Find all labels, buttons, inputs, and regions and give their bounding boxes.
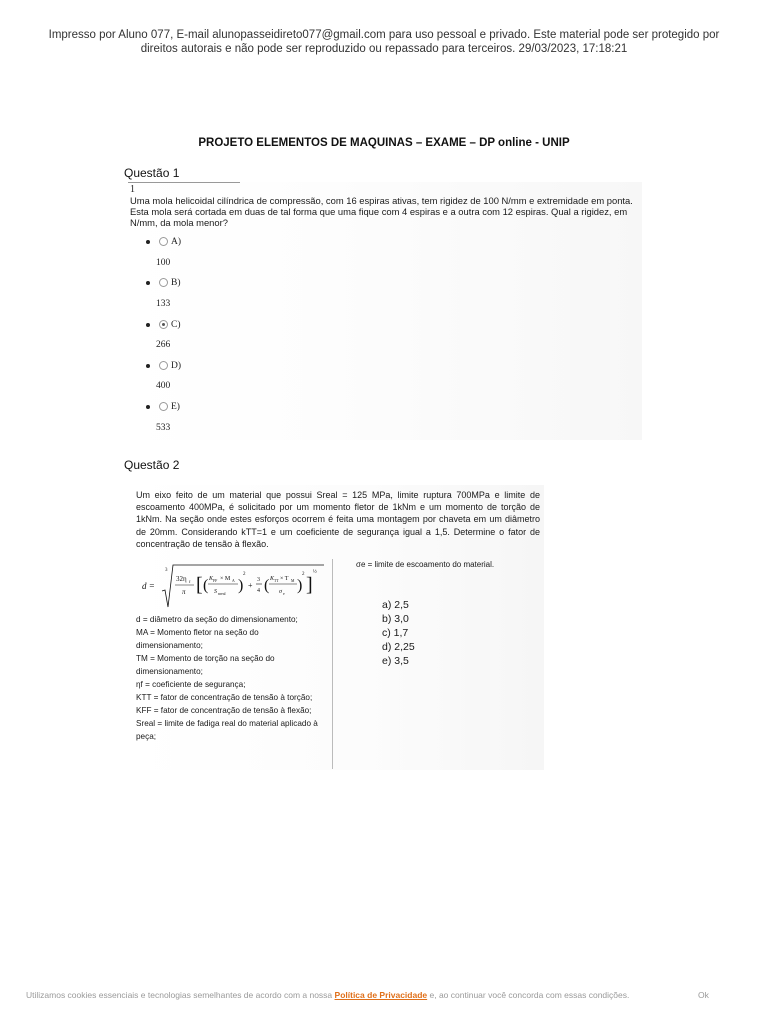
svg-text:e: e xyxy=(283,592,285,596)
option-e-value: 533 xyxy=(156,423,171,433)
svg-text:32η: 32η xyxy=(176,575,187,583)
svg-text:TT: TT xyxy=(274,579,279,583)
answer-alternatives xyxy=(382,598,415,668)
formula-lhs: d = xyxy=(142,581,155,591)
definition-item: TM = Momento de torção na seção do dimensionamento; xyxy=(136,654,275,676)
option-a-value: 100 xyxy=(156,258,171,268)
svg-text:(: ( xyxy=(264,577,270,594)
radio-c-selected[interactable] xyxy=(159,320,168,329)
alternative-d[interactable]: d) 2,25 xyxy=(382,641,415,653)
cookie-text-prefix: Utilizamos cookies essenciais e tecnologias semelhantes de acordo com a nossa xyxy=(26,990,335,1000)
definition-item: d = diâmetro da seção do dimensionamento; xyxy=(136,615,298,624)
svg-text:σ: σ xyxy=(279,589,282,595)
question-1-rule xyxy=(128,182,240,183)
privacy-policy-link[interactable]: Política de Privacidade xyxy=(334,990,428,1000)
svg-text:3: 3 xyxy=(257,577,260,583)
definition-item: KFF = fator de concentração de tensão à flexão; xyxy=(136,706,312,715)
option-a[interactable] xyxy=(146,237,181,247)
definition-item: MA = Momento fletor na seção do dimensionamento; xyxy=(136,628,259,650)
option-c-value: 266 xyxy=(156,340,171,350)
definition-item: KTT = fator de concentração de tensão à torção; xyxy=(136,693,313,702)
formula-definitions xyxy=(136,613,326,743)
cookie-notice xyxy=(26,990,629,1000)
option-d-value: 400 xyxy=(156,381,171,391)
question-1-heading: Questão 1 xyxy=(124,166,180,180)
document-title: PROJETO ELEMENTOS DE MAQUINAS – EXAME – DP online - UNIP xyxy=(198,137,570,149)
sigma-definition: σe = limite de escoamento do material. xyxy=(356,560,495,569)
svg-text:M: M xyxy=(291,579,295,583)
svg-text:[: [ xyxy=(196,574,203,596)
diameter-formula xyxy=(140,563,324,609)
column-divider xyxy=(332,559,333,769)
svg-text:K: K xyxy=(209,576,214,582)
svg-text:nreal: nreal xyxy=(218,592,226,596)
svg-text:FF: FF xyxy=(213,579,218,583)
option-e[interactable] xyxy=(146,402,180,412)
bullet xyxy=(146,405,150,409)
svg-text:½: ½ xyxy=(313,570,317,575)
bullet xyxy=(146,240,150,244)
alternative-c[interactable]: c) 1,7 xyxy=(382,627,409,639)
question-1-box xyxy=(124,182,642,440)
svg-text:× T: × T xyxy=(280,576,289,582)
option-c[interactable] xyxy=(146,320,181,330)
definition-item: ηf = coeficiente de segurança; xyxy=(136,680,246,689)
svg-text:f: f xyxy=(189,579,191,584)
svg-text:× M: × M xyxy=(220,576,231,582)
svg-text:K: K xyxy=(270,576,275,582)
cookie-text-suffix: e, ao continuar você concorda com essas condições. xyxy=(427,990,630,1000)
svg-text:A: A xyxy=(232,579,235,583)
svg-text:(: ( xyxy=(203,577,209,594)
alternative-a[interactable]: a) 2,5 xyxy=(382,599,409,611)
svg-text:): ) xyxy=(238,577,244,594)
svg-text:2: 2 xyxy=(243,572,246,577)
option-c-label: C) xyxy=(171,320,181,330)
svg-text:S: S xyxy=(214,589,217,595)
svg-text:): ) xyxy=(297,577,303,594)
option-a-label: A) xyxy=(171,237,182,247)
question-1-number: 1 xyxy=(130,184,135,195)
question-2-box xyxy=(134,485,544,770)
print-watermark: Impresso por Aluno 077, E-mail alunopasseidireto077@gmail.com para uso pessoal e privado. Este material pode ser protegido por direitos autorais e não pode ser reproduzido ou repassado para terceiros. 29/03/2023, 17:18:21 xyxy=(48,29,720,55)
question-1-text: Uma mola helicoidal cilíndrica de compressão, com 16 espiras ativas, tem rigidez de 100 N/mm e extremidade em ponta. Esta mola será cortada em duas de tal forma que uma fique com 4 espiras e a outra com 12 espiras. Qual a rigidez, em N/mm, da mola menor? xyxy=(130,195,633,228)
option-d[interactable] xyxy=(146,361,181,371)
cookie-ok-button[interactable]: Ok xyxy=(698,990,709,1000)
option-b-value: 133 xyxy=(156,299,171,309)
svg-text:]: ] xyxy=(306,574,313,596)
svg-text:4: 4 xyxy=(257,588,260,594)
option-e-label: E) xyxy=(171,402,180,412)
question-2-heading: Questão 2 xyxy=(124,458,180,472)
option-d-label: D) xyxy=(171,361,182,371)
alternative-e[interactable]: e) 3,5 xyxy=(382,655,409,667)
svg-text:3: 3 xyxy=(165,568,168,573)
svg-text:2: 2 xyxy=(302,572,305,577)
svg-text:+: + xyxy=(248,581,253,590)
bullet xyxy=(146,364,150,368)
radio-d[interactable] xyxy=(159,361,168,370)
svg-text:π: π xyxy=(182,588,186,596)
alternative-b[interactable]: b) 3,0 xyxy=(382,613,409,625)
option-b[interactable] xyxy=(146,278,181,288)
definition-item: Sreal = limite de fadiga real do material aplicado à peça; xyxy=(136,719,318,741)
bullet xyxy=(146,323,150,327)
radio-b[interactable] xyxy=(159,278,168,287)
option-b-label: B) xyxy=(171,278,181,288)
radio-a[interactable] xyxy=(159,237,168,246)
question-2-text: Um eixo feito de um material que possui Sreal = 125 MPa, limite ruptura 700MPa e limite de escoamento 400MPa, é solicitado por um momento fletor de 1kNm e um momento de torção de 1kNm. Na seção onde estes esforços ocorrem é feita uma montagem por chaveta em um diâmetro de 20mm. Considerando kTT=1 e um coeficiente de segurança igual a 1,5. Determine o fator de concentração de tensão à flexão. xyxy=(136,490,540,549)
bullet xyxy=(146,281,150,285)
radio-e[interactable] xyxy=(159,402,168,411)
